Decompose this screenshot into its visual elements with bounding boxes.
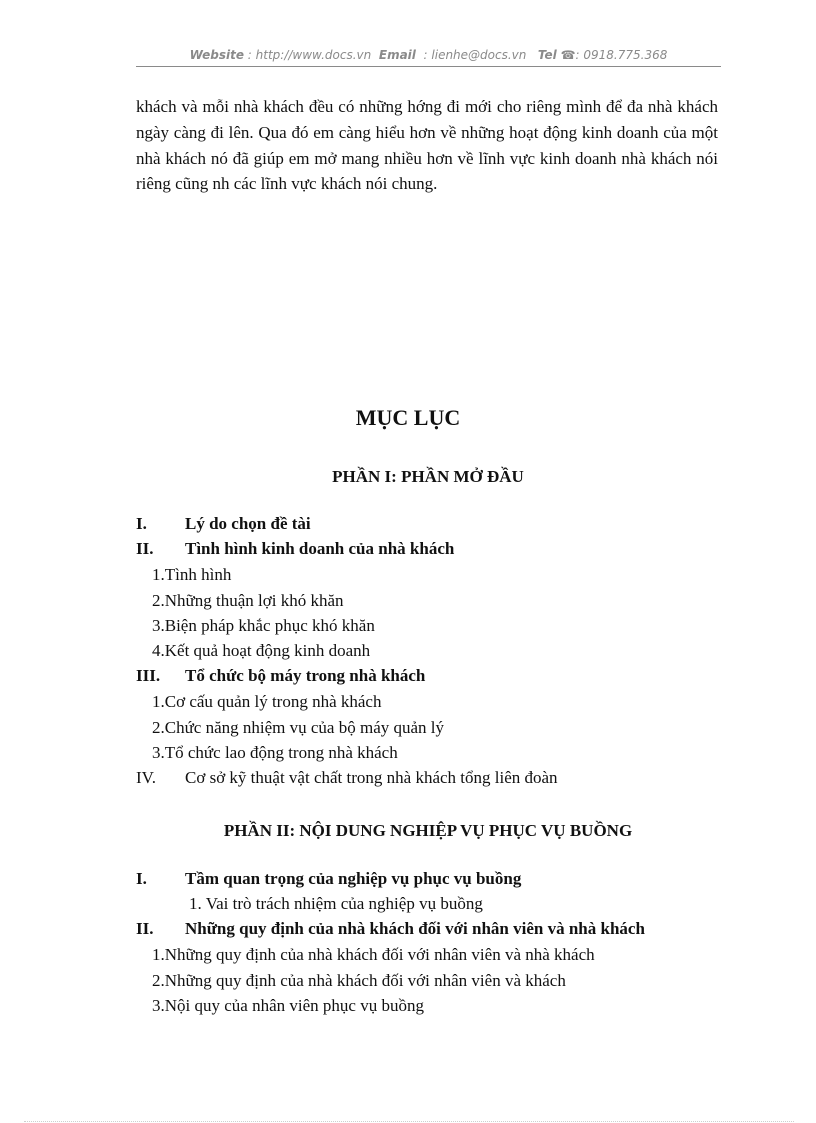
phone-icon: ☎ [560,48,576,62]
part1-title: PHẦN I: PHẦN MỞ ĐẦU [332,467,524,486]
toc-section-1-2 [136,539,454,559]
toc-section-2-1 [136,869,521,889]
toc-item: 2.Những thuận lợi khó khăn [152,591,344,610]
tel-value: : 0918.775.368 [575,48,668,62]
section-label: Tầm quan trọng của nghiệp vụ phục vụ buồng [185,869,522,888]
tel-label: Tel [537,48,557,62]
email-value: : lienhe@docs.vn [423,48,527,62]
section-number: II. [136,919,154,938]
page-header [136,48,721,62]
toc-item: 1.Cơ cấu quản lý trong nhà khách [152,692,382,711]
toc-item: 4.Kết quả hoạt động kinh doanh [152,641,371,660]
toc-item: 1. Vai trò trách nhiệm của nghiệp vụ buồng [189,894,483,913]
header-divider [136,66,721,67]
section-number: II. [136,539,154,558]
toc-section-1-1 [136,514,311,534]
website-label: Website [189,48,244,62]
section-label: Tình hình kinh doanh của nhà khách [185,539,455,558]
toc-section-2-2 [136,919,645,939]
section-label: Lý do chọn đề tài [185,514,311,533]
website-value: : http://www.docs.vn [247,48,372,62]
toc-item: 3.Tổ chức lao động trong nhà khách [152,743,398,762]
section-number: I. [136,869,147,888]
toc-item: 2.Chức năng nhiệm vụ của bộ máy quản lý [152,718,445,737]
toc-item: 3.Nội quy của nhân viên phục vụ buồng [152,996,424,1015]
section-number: I. [136,514,147,533]
toc-item: 1.Tình hình [152,565,232,584]
section-label: Tổ chức bộ máy trong nhà khách [185,666,426,685]
toc-item: 3.Biện pháp khắc phục khó khăn [152,616,375,635]
intro-paragraph: khách và mỗi nhà khách đều có những hớng đi mới cho riêng mình để đa nhà khách ngày càng đi lên. Qua đó em càng hiểu hơn về những hoạt động kinh doanh của một nhà khách nó đã giúp em mở mang nhiều hơn về lĩnh vực kinh doanh nhà khách nói riêng cũng nh các lĩnh vực khách nói chung. [136,97,718,194]
section-number: III. [136,666,161,685]
toc-section-1-4 [136,768,558,788]
section-label: Những quy định của nhà khách đối với nhân viên và nhà khách [185,919,645,938]
footer-divider [24,1121,794,1122]
toc-item: 1.Những quy định của nhà khách đối với nhân viên và nhà khách [152,945,595,964]
section-number: IV. [136,768,156,787]
toc-section-1-3 [136,666,425,686]
email-label: Email [378,48,416,62]
section-label: Cơ sở kỹ thuật vật chất trong nhà khách tổng liên đoàn [185,768,558,787]
part2-title: PHẦN II: NỘI DUNG NGHIỆP VỤ PHỤC VỤ BUỒNG [223,821,633,840]
toc-title: MỤC LỤC [355,405,461,430]
toc-item: 2.Những quy định của nhà khách đối với nhân viên và khách [152,971,566,990]
